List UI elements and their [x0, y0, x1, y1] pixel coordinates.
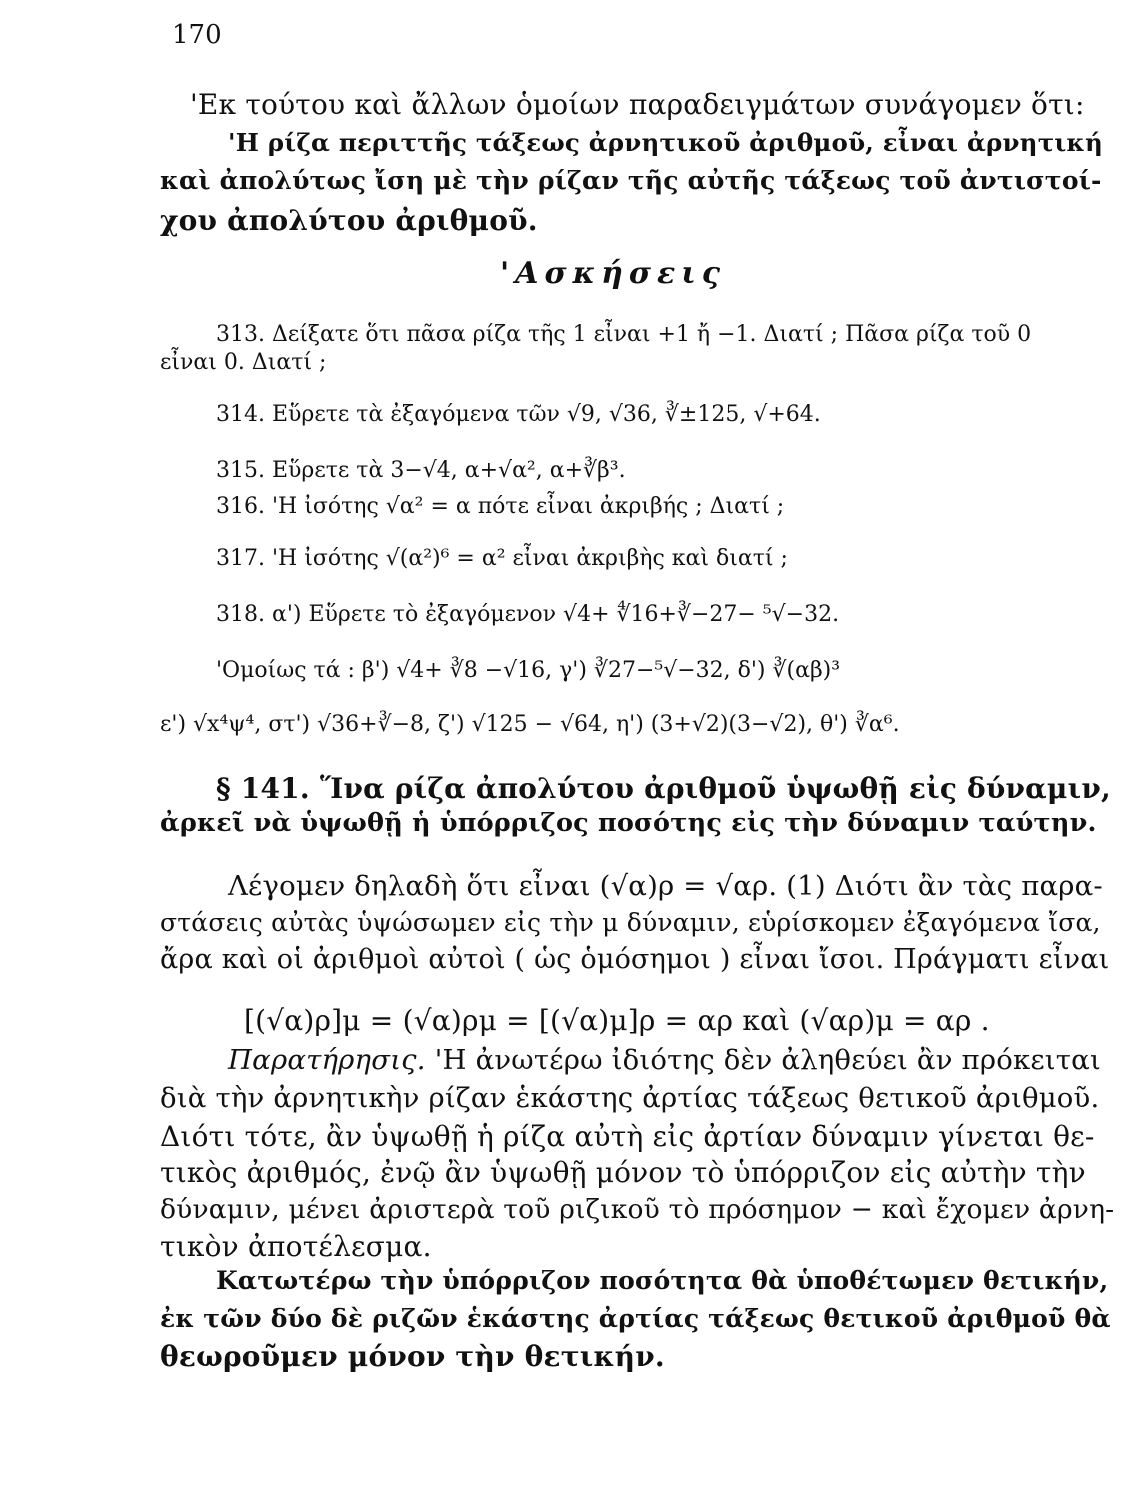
exercise-313-line-2: εἶναι 0. Διατί ;	[160, 350, 327, 375]
exercise-316: 316. 'Η ἰσότης √α² = α πότε εἶναι ἀκριβής ; Διατί ;	[216, 494, 785, 519]
closing-line-3: θεωροῦμεν μόνον τὴν θετικήν.	[160, 1340, 665, 1373]
exercise-314: 314. Εὕρετε τὰ ἐξαγόμενα τῶν √9, √36, ∛±125, √+64.	[216, 402, 821, 427]
rule-line-3: χου ἀπολύτου ἀριθμοῦ.	[160, 204, 538, 237]
closing-line-1: Κατωτέρω τὴν ὑπόρριζον ποσότητα θὰ ὑποθέτωμεν θετικήν,	[216, 1266, 1109, 1295]
remark-line-6: τικὸν ἀποτέλεσμα.	[160, 1230, 432, 1263]
remark-line-2: διὰ τὴν ἀρνητικὴν ρίζαν ἑκάστης ἀρτίας τάξεως θετικοῦ ἀριθμοῦ.	[160, 1082, 1100, 1114]
remark-line-3: Διότι τότε, ἂν ὑψωθῇ ἡ ρίζα αὐτὴ εἰς ἀρτίαν δύναμιν γίνεται θε-	[160, 1120, 1095, 1153]
para1-line-1	[228, 870, 1103, 902]
display-formula: [(√α)ρ]μ = (√α)ρμ = [(√α)μ]ρ = αρ καὶ (√αρ)μ = αρ .	[244, 1004, 990, 1037]
para1-line-1-post: . (1) Διότι ἂν τὰς παρα-	[768, 870, 1103, 902]
para1-line-1-pre: Λέγομεν δηλαδὴ ὅτι εἶναι	[228, 870, 591, 902]
para1-line-2: στάσεις αὐτὰς ὑψώσωμεν εἰς τὴν μ δύναμιν, εὑρίσκομεν ἐξαγόμενα ἴσα,	[160, 908, 1101, 937]
remark-line-4: τικὸς ἀριθμός, ἐνῷ ἂν ὑψωθῇ μόνον τὸ ὑπόρριζον εἰς αὐτὴν τὴν	[160, 1156, 1086, 1189]
closing-line-2: ἐκ τῶν δύο δὲ ριζῶν ἑκάστης ἀρτίας τάξεως θετικοῦ ἀριθμοῦ θὰ	[160, 1304, 1111, 1333]
remark-line-1	[228, 1044, 1101, 1076]
section-title-line-1: Ἵνα ρίζα ἀπολύτου ἀριθμοῦ ὑψωθῇ εἰς δύναμιν,	[320, 772, 1111, 805]
remark-line-5: δύναμιν, μένει ἀριστερὰ τοῦ ριζικοῦ τὸ πρόσημον − καὶ ἔχομεν ἀρνη-	[160, 1194, 1115, 1225]
section-title-line-2: ἀρκεῖ νὰ ὑψωθῇ ἡ ὑπόρριζος ποσότης εἰς τὴν δύναμιν ταύτην.	[160, 808, 1097, 838]
exercise-317: 317. 'Η ἰσότης √(α²)⁶ = α² εἶναι ἀκριβὴς καὶ διατί ;	[216, 546, 788, 571]
exercise-315: 315. Εὕρετε τὰ 3−√4, α+√α², α+∛β³.	[216, 458, 626, 483]
exercise-313-line-1: 313. Δείξατε ὅτι πᾶσα ρίζα τῆς 1 εἶναι +1 ἤ −1. Διατί ; Πᾶσα ρίζα τοῦ 0	[216, 322, 1032, 347]
page-number: 170	[172, 20, 222, 50]
intro-line: 'Εκ τούτου καὶ ἄλλων ὁμοίων παραδειγμάτων συνάγομεν ὅτι:	[190, 88, 1085, 121]
para1-formula-inline: (√α)ρ = √αρ	[599, 870, 769, 902]
rule-line-1: 'Η ρίζα περιττῆς τάξεως ἀρνητικοῦ ἀριθμοῦ, εἶναι ἀρνητική	[228, 128, 1104, 157]
exercise-318-c: ε') √x⁴ψ⁴, στ') √36+∛−8, ζ') √125 − √64, η') (3+√2)(3−√2), θ') ∛α⁶.	[160, 712, 900, 737]
exercise-318-b: 'Ομοίως τά : β') √4+ ∛8 −√16, γ') ∛27−⁵√−32, δ') ∛(αβ)³	[216, 658, 841, 683]
para1-line-3: ἄρα καὶ οἱ ἀριθμοὶ αὐτοὶ ( ὡς ὁμόσημοι ) εἶναι ἴσοι. Πράγματι εἶναι	[160, 944, 1110, 975]
exercises-heading: 'Ασκήσεις	[500, 256, 727, 291]
section-number: § 141.	[216, 772, 310, 805]
exercise-318: 318. α') Εὕρετε τὸ ἐξαγόμενον √4+ ∜16+∛−27− ⁵√−32.	[216, 602, 840, 627]
rule-line-2: καὶ ἀπολύτως ἴση μὲ τὴν ρίζαν τῆς αὐτῆς τάξεως τοῦ ἀντιστοί-	[160, 166, 1102, 195]
remark-line-1-text: 'Η ἀνωτέρω ἰδιότης δὲν ἀληθεύει ἂν πρόκειται	[434, 1044, 1101, 1076]
remark-label: Παρατήρησις.	[228, 1044, 426, 1076]
